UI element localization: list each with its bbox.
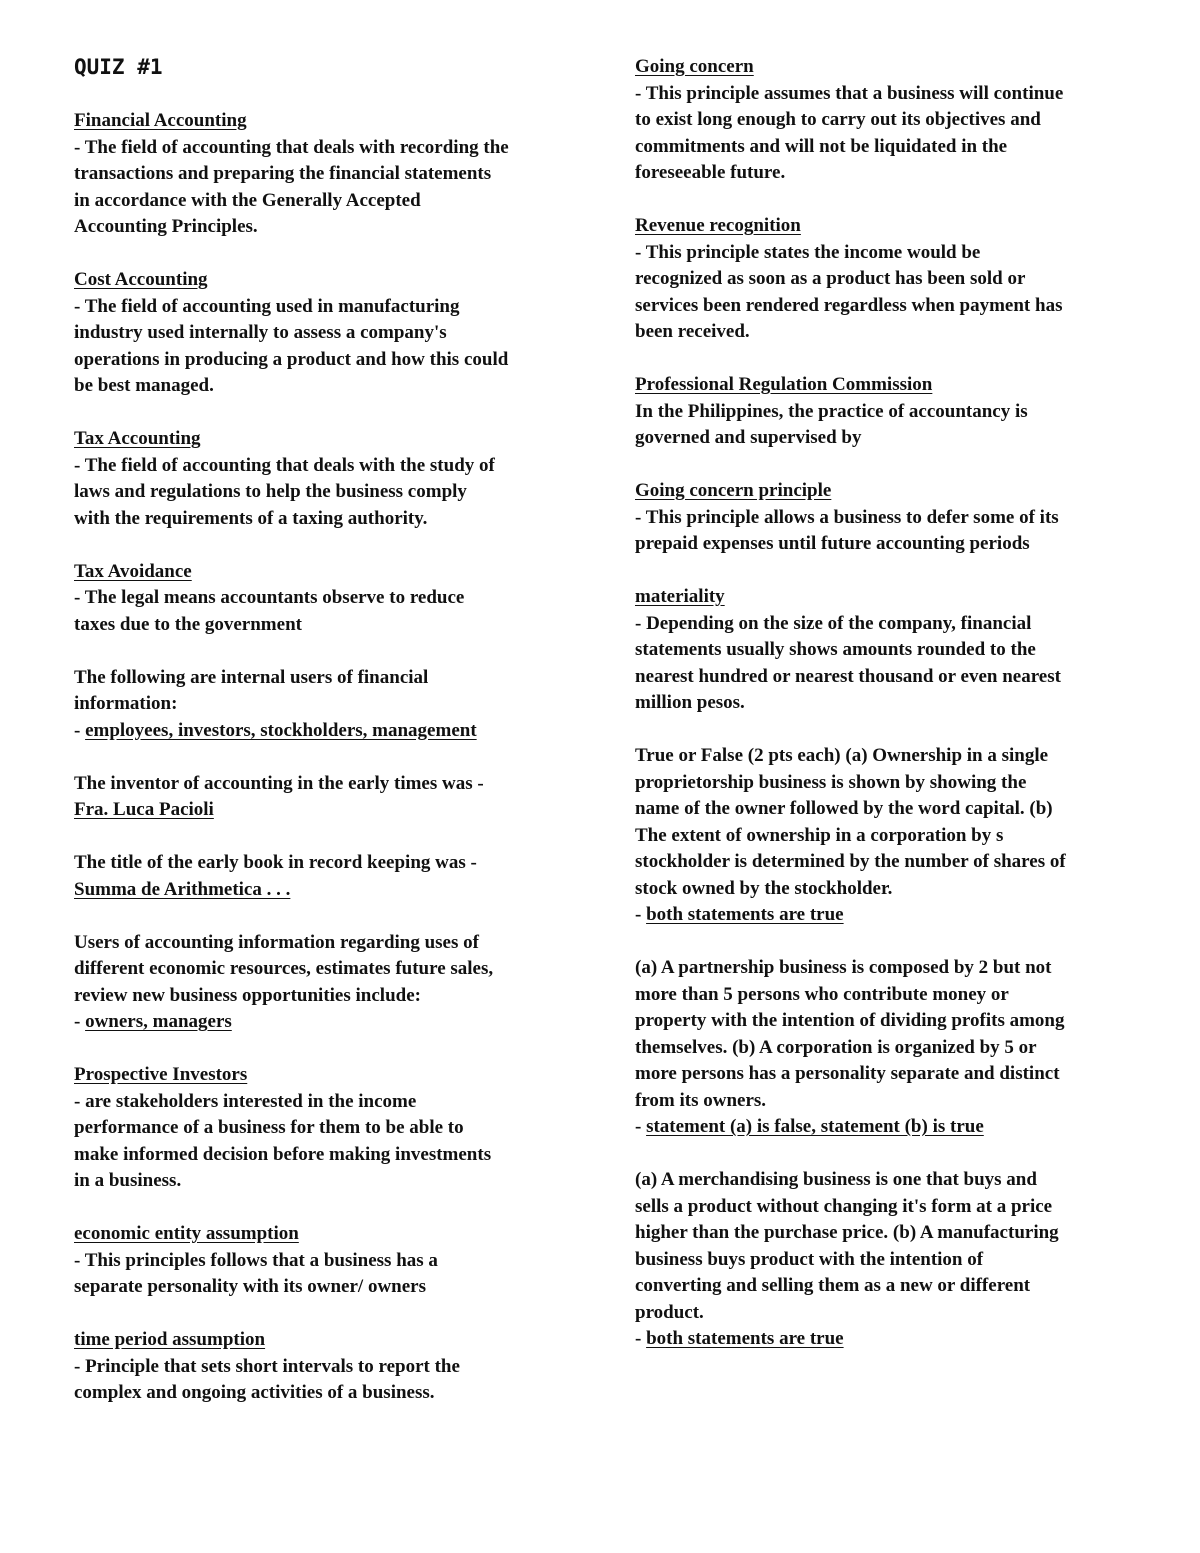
definition-line: commitments and will not be liquidated in the [635, 135, 1008, 157]
question-line: True or False (2 pts each) (a) Ownership in a single [635, 745, 1049, 766]
definition-line: taxes due to the government [74, 613, 302, 635]
answer-text: statement (a) is false, statement (b) is true [646, 1116, 984, 1137]
answer-text: both statements are true [646, 1328, 844, 1349]
definition-line: nearest hundred or nearest thousand or even nearest [635, 665, 1061, 687]
answer-prefix: - [74, 719, 86, 741]
question-line: name of the owner followed by the word capital. (b) [635, 798, 1053, 819]
question-line: more than 5 persons who contribute money or [635, 983, 1009, 1005]
entry-economic-entity [74, 1221, 574, 1301]
entry-internal-users [74, 665, 574, 745]
entry-tax-accounting [74, 426, 574, 532]
term-heading: Financial Accounting [74, 110, 247, 131]
entry-materiality [635, 584, 1140, 717]
term-heading: materiality [635, 586, 725, 607]
term-heading: time period assumption [74, 1329, 266, 1350]
definition-line: Accounting Principles. [74, 216, 258, 237]
question-line: product. [635, 1301, 704, 1323]
quiz-title: QUIZ #1 [74, 55, 163, 79]
answer-prefix: - [635, 904, 647, 925]
term-heading: economic entity assumption [74, 1223, 299, 1244]
entry-prc [635, 372, 1140, 452]
term-heading: Professional Regulation Commission [635, 374, 933, 395]
term-heading: Going concern principle [635, 480, 832, 501]
question-line: The extent of ownership in a corporation by s [635, 824, 1004, 846]
question-line: (a) A partnership business is composed by 2 but not [635, 957, 1052, 978]
definition-line: be best managed. [74, 375, 214, 396]
term-heading: Tax Accounting [74, 428, 201, 449]
question-line: property with the intention of dividing profits among [635, 1010, 1065, 1031]
question-line: The inventor of accounting in the early times was - [74, 772, 484, 794]
question-line: sells a product without changing it's form at a price [635, 1195, 1053, 1217]
entry-going-concern [635, 54, 1140, 187]
definition-line: industry used internally to assess a company's [74, 322, 447, 343]
question-line: stock owned by the stockholder. [635, 877, 893, 899]
question-line: themselves. (b) A corporation is organized by 5 or [635, 1036, 1037, 1058]
entry-true-false-2 [635, 955, 1140, 1141]
entry-tax-avoidance [74, 559, 574, 639]
answer-text: owners, managers [85, 1011, 232, 1032]
entry-users-info [74, 930, 574, 1036]
definition-line: services been rendered regardless when payment has [635, 294, 1063, 316]
question-line: stockholder is determined by the number of shares of [635, 851, 1066, 872]
definition-line: laws and regulations to help the business comply [74, 481, 467, 502]
question-line: proprietorship business is shown by showing the [635, 771, 1027, 793]
answer-prefix: - [635, 1328, 647, 1349]
definition-line: - Depending on the size of the company, financial [635, 612, 1032, 634]
entry-time-period [74, 1327, 574, 1407]
question-line: from its owners. [635, 1089, 767, 1111]
entry-early-book [74, 850, 574, 903]
entry-prospective-investors [74, 1062, 574, 1195]
answer-text: Summa de Arithmetica . . . [74, 878, 291, 900]
definition-line: separate personality with its owner/ owners [74, 1276, 426, 1297]
entry-cost-accounting [74, 267, 574, 400]
definition-line: - The legal means accountants observe to reduce [74, 587, 465, 608]
question-line: Users of accounting information regarding uses of [74, 931, 479, 953]
term-heading: Going concern [635, 56, 754, 77]
term-heading: Cost Accounting [74, 269, 208, 290]
definition-line: make informed decision before making investments [74, 1143, 492, 1165]
definition-line: foreseeable future. [635, 162, 786, 183]
term-heading: Tax Avoidance [74, 560, 192, 582]
question-line: The following are internal users of financial [74, 666, 429, 688]
question-line: higher than the purchase price. (b) A manufacturing [635, 1222, 1059, 1243]
question-line: business buys product with the intention of [635, 1248, 984, 1270]
definition-line: - The field of accounting used in manufacturing [74, 295, 460, 317]
definition-line: In the Philippines, the practice of accountancy is [635, 400, 1028, 422]
entry-revenue-recognition [635, 213, 1140, 346]
question-line: review new business opportunities include: [74, 984, 421, 1006]
answer-text: employees, investors, stockholders, management [85, 719, 477, 741]
entry-financial-accounting [74, 108, 574, 241]
question-line: (a) A merchandising business is one that buys and [635, 1169, 1037, 1190]
question-line: converting and selling them as a new or different [635, 1275, 1031, 1296]
definition-line: - This principle states the income would be [635, 241, 981, 263]
definition-line: - Principle that sets short intervals to report the [74, 1355, 460, 1377]
definition-line: complex and ongoing activities of a business. [74, 1382, 435, 1403]
definition-line: - This principle assumes that a business will continue [635, 82, 1064, 104]
answer-line [635, 1326, 1140, 1353]
left-column [74, 54, 574, 1433]
definition-line: - The field of accounting that deals with the study of [74, 454, 495, 476]
definition-line: governed and supervised by [635, 427, 862, 448]
definition-line: - This principles follows that a business has a [74, 1249, 438, 1271]
entry-going-concern-principle [635, 478, 1140, 558]
definition-line: in accordance with the Generally Accepted [74, 189, 421, 211]
answer-line [74, 1009, 574, 1036]
definition-line: statements usually shows amounts rounded to the [635, 639, 1036, 660]
term-heading: Prospective Investors [74, 1064, 248, 1085]
definition-line: - The field of accounting that deals with recording the [74, 136, 509, 158]
definition-line: with the requirements of a taxing authority. [74, 507, 428, 529]
entry-true-false-3 [635, 1167, 1140, 1353]
definition-line: million pesos. [635, 692, 745, 713]
entry-inventor [74, 771, 574, 824]
definition-line: - are stakeholders interested in the income [74, 1090, 417, 1112]
answer-prefix: - [635, 1116, 647, 1137]
definition-line: performance of a business for them to be able to [74, 1117, 464, 1138]
question-line: information: [74, 693, 178, 714]
definition-line: - This principle allows a business to defer some of its [635, 506, 1059, 528]
answer-text: Fra. Luca Pacioli [74, 799, 214, 820]
right-column [635, 54, 1140, 1379]
question-line: The title of the early book in record keeping was - [74, 852, 477, 873]
answer-line [635, 902, 1140, 929]
definition-line: in a business. [74, 1170, 182, 1191]
answer-prefix: - [74, 1011, 86, 1032]
definition-line: prepaid expenses until future accounting periods [635, 533, 1030, 554]
definition-line: operations in producing a product and how this could [74, 348, 509, 370]
answer-line [635, 1114, 1140, 1141]
definition-line: to exist long enough to carry out its objectives and [635, 109, 1041, 130]
answer-text: both statements are true [646, 904, 844, 925]
answer-line [74, 718, 574, 745]
term-heading: Revenue recognition [635, 215, 801, 236]
entry-true-false-1 [635, 743, 1140, 929]
definition-line: been received. [635, 321, 750, 342]
definition-line: recognized as soon as a product has been sold or [635, 268, 1026, 289]
question-line: more persons has a personality separate and distinct [635, 1063, 1060, 1084]
definition-line: transactions and preparing the financial statements [74, 163, 492, 184]
question-line: different economic resources, estimates future sales, [74, 958, 494, 979]
